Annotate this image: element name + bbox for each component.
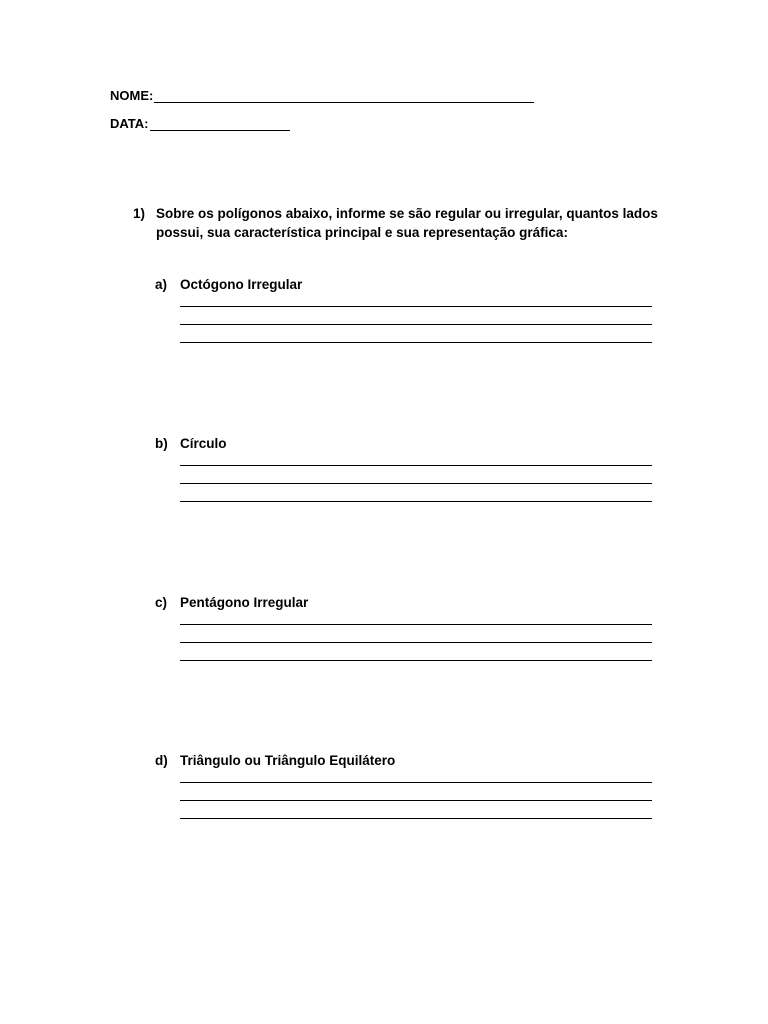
question-text: Sobre os polígonos abaixo, informe se são regular ou irregular, quantos lados possui, sua característica principal e sua representação gráfica:	[156, 206, 658, 240]
item-title: Círculo	[180, 436, 227, 451]
answer-line[interactable]	[180, 465, 652, 466]
answer-line[interactable]	[180, 483, 652, 484]
name-field	[110, 88, 534, 103]
answer-line[interactable]	[180, 818, 652, 819]
item-title: Octógono Irregular	[180, 277, 303, 292]
answer-line[interactable]	[180, 342, 652, 343]
item-title: Triângulo ou Triângulo Equilátero	[180, 753, 396, 768]
answer-line[interactable]	[180, 306, 652, 307]
answer-line[interactable]	[180, 800, 652, 801]
item-letter: d)	[155, 753, 168, 768]
item-letter: c)	[155, 595, 168, 610]
question-1	[133, 204, 663, 242]
item-letter: a)	[155, 277, 168, 292]
item-letter: b)	[155, 436, 168, 451]
name-blank-line[interactable]	[154, 88, 534, 103]
answer-line[interactable]	[180, 660, 652, 661]
question-number: 1)	[133, 206, 146, 221]
answer-line[interactable]	[180, 501, 652, 502]
name-label: NOME:	[110, 88, 154, 103]
date-blank-line[interactable]	[150, 116, 290, 131]
answer-line[interactable]	[180, 642, 652, 643]
date-field	[110, 116, 290, 131]
date-label: DATA:	[110, 116, 149, 131]
answer-line[interactable]	[180, 324, 652, 325]
answer-line[interactable]	[180, 782, 652, 783]
answer-line[interactable]	[180, 624, 652, 625]
item-title: Pentágono Irregular	[180, 595, 309, 610]
